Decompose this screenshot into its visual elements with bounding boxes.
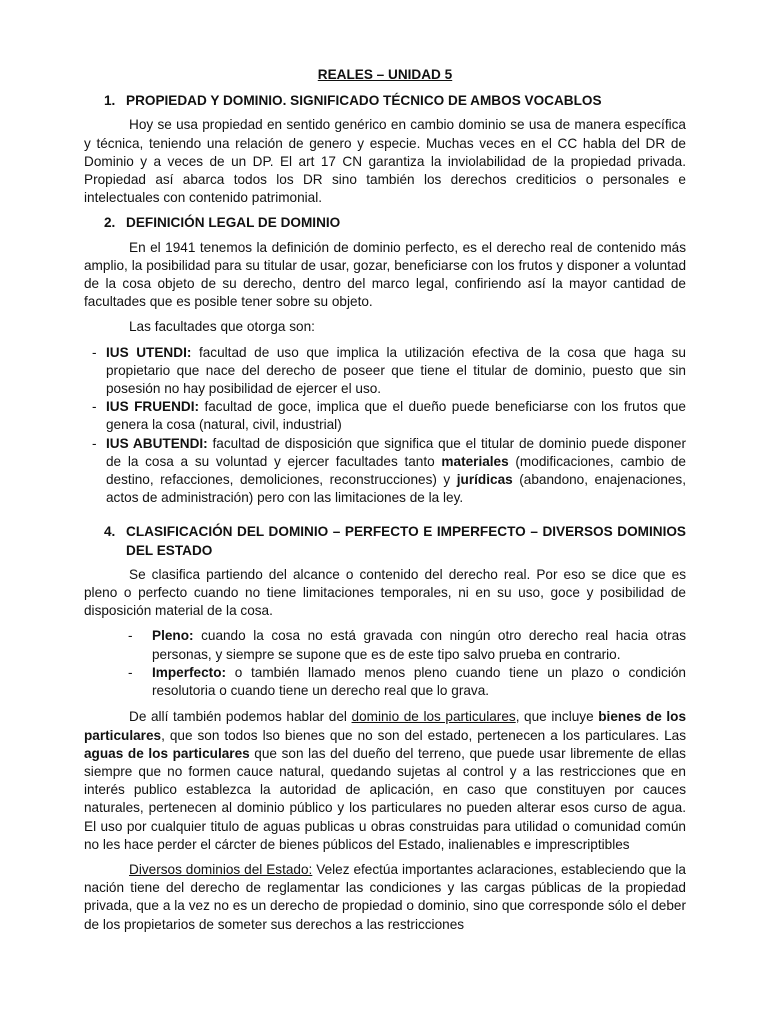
term-ius-utendi: IUS UTENDI:	[106, 344, 192, 360]
paragraph-2-part-1: De allí también podemos hablar del	[129, 709, 352, 725]
dash-bullet: -	[92, 435, 97, 451]
section-2-title: DEFINICIÓN LEGAL DE DOMINIO	[126, 215, 341, 231]
term-aguas-particulares: aguas de los particulares	[84, 745, 250, 761]
term-bienes-particulares: bienes de los particulares	[84, 709, 687, 743]
definition-pleno: cuando la cosa no está gravada con ningún otro derecho real hacia otras personas, y siempre se supone que es de este tipo salvo prueba en contrario.	[152, 628, 686, 662]
term-ius-fruendi: IUS FRUENDI:	[106, 399, 200, 415]
paragraph-2-part-2: , que incluye	[515, 709, 599, 725]
section-2-number: 2.	[104, 215, 116, 231]
definition-ius-abutendi-part-1: facultad de disposición que significa que el titular de dominio puede disponer de la cosa a su voluntad y ejercer facultades tanto	[106, 435, 686, 469]
term-ius-abutendi: IUS ABUTENDI:	[106, 435, 208, 451]
section-4-title: CLASIFICACIÓN DEL DOMINIO – PERFECTO E IMPERFECTO – DIVERSOS DOMINIOS DEL ESTADO	[126, 524, 686, 558]
dash-bullet: -	[92, 399, 97, 415]
underlined-diversos-dominios: Diversos dominios del Estado:	[129, 861, 313, 877]
definition-ius-abutendi-part-3: (abandono, enajenaciones, actos de administración) pero con las limitaciones de la ley.	[106, 472, 687, 506]
section-1-heading	[84, 92, 686, 110]
dominio-types-list	[84, 627, 686, 700]
section-4-number: 4.	[104, 524, 116, 540]
term-imperfecto: Imperfecto:	[152, 664, 227, 680]
definition-imperfecto: o también llamado menos pleno cuando tiene un plazo o condición resolutoria o cuando tiene un derecho real que lo grava.	[152, 664, 686, 699]
spacer	[84, 513, 686, 523]
section-4-heading	[84, 523, 686, 559]
list-item-ius-utendi	[84, 344, 686, 399]
dash-bullet: -	[128, 628, 133, 644]
paragraph-2-part-4: que son las del dueño del terreno, que puede usar libremente de ellas siempre que no formen cauce natural, quedando sujetas al control y a las restricciones que en interés publico establezca la autoridad de aplicación, en caso que constituyen por cauces naturales, pertenecen al dominio público y los particulares no pueden alterar esos curso de agua. El uso por cualquier titulo de aguas publicas u obras construidas para utilidad o comunidad común no les hace perder el cárcter de bienes públicos del Estado, inalienables e imprescriptibles	[84, 745, 686, 852]
list-item-ius-abutendi	[84, 435, 686, 508]
list-item-imperfecto	[128, 664, 686, 700]
document-title: REALES – UNIDAD 5	[317, 67, 453, 82]
section-1-title: PROPIEDAD Y DOMINIO. SIGNIFICADO TÉCNICO DE AMBOS VOCABLOS	[126, 93, 602, 109]
dash-bullet: -	[128, 664, 133, 680]
term-pleno: Pleno:	[152, 628, 194, 644]
definition-ius-fruendi: facultad de goce, implica que el dueño puede beneficiarse con los frutos que genera la cosa (natural, civil, industrial)	[106, 399, 686, 433]
section-4-paragraph-3	[84, 861, 686, 934]
list-item-pleno	[128, 627, 686, 663]
section-1-paragraph-1: Hoy se usa propiedad en sentido genérico en cambio dominio se usa de manera específica y técnica, teniendo una relación de genero y especie. Muchas veces en el CC habla del DR de Dominio y a veces de un DP. El art 17 CN garantiza la inviolabilidad de la propiedad privada. Propiedad así abarca todos los DR sino también los derechos crediticios o personales e intelectuales con contenido patrimonial.	[84, 117, 686, 206]
paragraph-3-part-1: Velez efectúa importantes aclaraciones, estableciendo que la nación tiene del derecho de reglamentar las condiciones y las cargas públicas de la propiedad privada, que a la vez no es un derecho de propiedad o dominio, sino que corresponde sólo el deber de los propietarios de someter sus derechos a las restricciones	[84, 861, 686, 932]
term-materiales: materiales	[441, 453, 509, 469]
paragraph-2-part-3: , que son todos lso bienes que no son del estado, pertenecen a los particulares. Las	[161, 727, 686, 743]
faculties-list	[84, 344, 686, 508]
underlined-dominio-particulares: dominio de los particulares	[351, 709, 516, 725]
dash-bullet: -	[92, 344, 97, 360]
section-1-number: 1.	[104, 93, 116, 109]
definition-ius-utendi: facultad de uso que implica la utilización efectiva de la cosa que haga su propietario que nace del derecho de poseer que tiene el titular de dominio, puesto que sin posesión no hay posibilidad de ejercer el uso.	[106, 344, 686, 397]
section-2-paragraph-2: Las facultades que otorga son:	[129, 319, 315, 335]
section-2-heading	[84, 214, 686, 232]
section-4-paragraph-2	[84, 708, 686, 854]
term-juridicas: jurídicas	[456, 472, 513, 488]
section-4-paragraph-1: Se clasifica partiendo del alcance o contenido del derecho real. Por eso se dice que es pleno o perfecto cuando no tiene limitaciones temporales, ni en su uso, goce y posibilidad de disposición material de la cosa.	[84, 566, 686, 619]
list-item-ius-fruendi	[84, 398, 686, 434]
section-2-paragraph-1: En el 1941 tenemos la definición de dominio perfecto, es el derecho real de contenido más amplio, la posibilidad para su titular de usar, gozar, beneficiarse con los frutos y disponer a voluntad de la cosa objeto de su derecho, dentro del marco legal, confiriendo así la mayor cantidad de facultades que es posible tener sobre su objeto.	[84, 239, 686, 310]
definition-ius-abutendi-part-2: (modificaciones, cambio de destino, refacciones, demoliciones, reconstrucciones) y	[106, 453, 686, 488]
